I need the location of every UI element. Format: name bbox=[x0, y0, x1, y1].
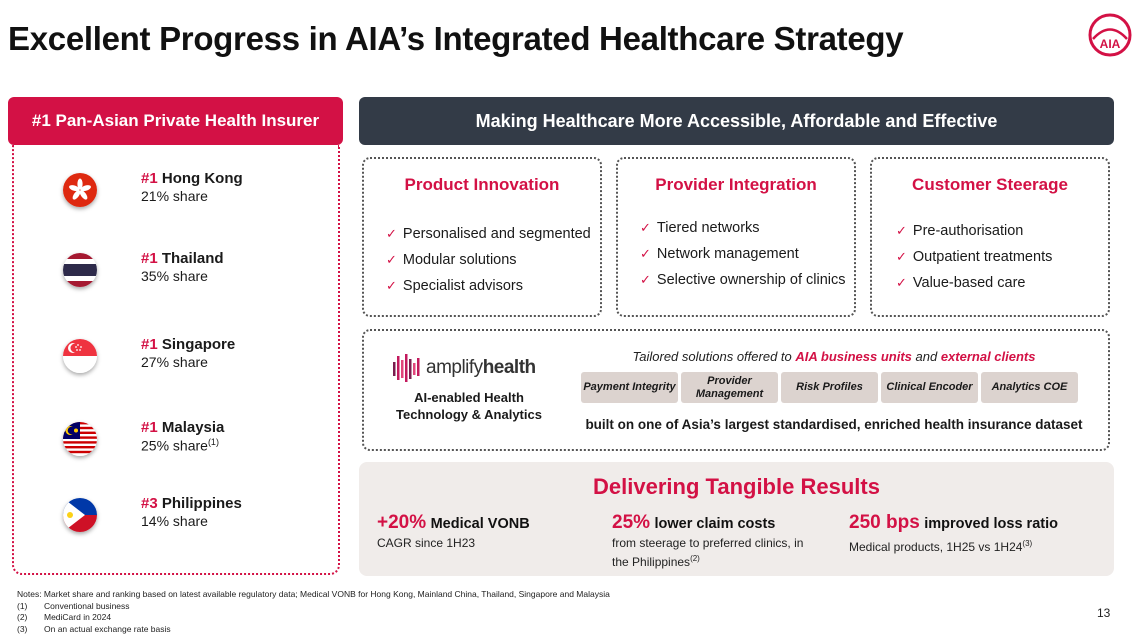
check-icon: ✓ bbox=[640, 246, 651, 261]
amplify-bars-icon bbox=[393, 354, 423, 382]
check-icon: ✓ bbox=[896, 249, 907, 264]
list-item: ✓ Tiered networks bbox=[640, 220, 760, 236]
check-icon: ✓ bbox=[386, 278, 397, 293]
check-icon: ✓ bbox=[386, 252, 397, 267]
hong-kong-flag-icon bbox=[63, 173, 97, 207]
market-share: 27% share bbox=[141, 354, 208, 370]
amplify-health-logo bbox=[393, 352, 573, 384]
list-item: ✓ Network management bbox=[640, 246, 799, 262]
result-loss-ratio bbox=[849, 512, 1099, 555]
tool-clinical-encoder: Clinical Encoder bbox=[881, 372, 978, 403]
market-share: 35% share bbox=[141, 268, 208, 284]
result-label: improved loss ratio bbox=[924, 516, 1058, 532]
list-item: ✓ Pre-authorisation bbox=[896, 223, 1024, 239]
list-item: ✓ Value-based care bbox=[896, 275, 1026, 291]
market-hong-kong bbox=[60, 170, 330, 214]
market-singapore bbox=[60, 336, 330, 380]
result-value: 25% bbox=[612, 512, 651, 533]
footnote-item: (2) MediCard in 2024 bbox=[17, 612, 112, 622]
malaysia-flag-icon bbox=[63, 422, 97, 456]
tool-analytics-coe: Analytics COE bbox=[981, 372, 1078, 403]
check-icon: ✓ bbox=[896, 275, 907, 290]
pillar-customer-steerage bbox=[870, 157, 1110, 317]
market-name: Hong Kong bbox=[161, 170, 243, 187]
list-item: ✓ Selective ownership of clinics bbox=[640, 272, 846, 288]
brand-amplify: amplify bbox=[426, 357, 483, 378]
result-sub: from steerage to preferred clinics, in the Philippines bbox=[612, 536, 804, 569]
tool-provider-management: Provider Management bbox=[681, 372, 778, 403]
result-sub: CAGR since 1H23 bbox=[377, 536, 476, 550]
footnote-ref: (3) bbox=[1022, 539, 1033, 548]
tool-risk-profiles: Risk Profiles bbox=[781, 372, 878, 403]
pillar-provider-integration bbox=[616, 157, 856, 317]
check-icon: ✓ bbox=[640, 272, 651, 287]
pillar-title: Product Innovation bbox=[404, 175, 560, 194]
check-icon: ✓ bbox=[896, 223, 907, 238]
list-item: ✓ Outpatient treatments bbox=[896, 249, 1053, 265]
svg-text:AIA: AIA bbox=[1099, 37, 1121, 51]
check-icon: ✓ bbox=[640, 220, 651, 235]
market-rank: #1 bbox=[141, 419, 158, 436]
result-value: 250 bps bbox=[849, 512, 920, 533]
tailored-solutions-text: Tailored solutions offered to AIA business units and external clients bbox=[632, 349, 1036, 364]
aia-logo bbox=[1087, 12, 1133, 58]
philippines-flag-icon bbox=[63, 498, 97, 532]
footnote-ref: (1) bbox=[207, 437, 219, 447]
right-panel-header: Making Healthcare More Accessible, Affordable and Effective bbox=[359, 97, 1114, 145]
result-label: lower claim costs bbox=[654, 516, 776, 532]
check-icon: ✓ bbox=[386, 226, 397, 241]
pillar-title: Customer Steerage bbox=[912, 175, 1068, 194]
result-medical-vonb bbox=[377, 512, 587, 551]
market-rank: #1 bbox=[141, 336, 158, 353]
tool-payment-integrity: Payment Integrity bbox=[581, 372, 678, 403]
market-rank: #1 bbox=[141, 170, 158, 187]
list-item: ✓ Personalised and segmented bbox=[386, 226, 591, 242]
result-value: +20% bbox=[377, 512, 427, 533]
market-share: 25% share bbox=[141, 437, 208, 454]
market-rank: #1 bbox=[141, 250, 158, 267]
result-claim-costs bbox=[612, 512, 812, 570]
list-item: ✓ Modular solutions bbox=[386, 252, 517, 268]
dataset-text: built on one of Asia’s largest standardised, enriched health insurance dataset bbox=[585, 417, 1083, 432]
market-name: Thailand bbox=[161, 250, 224, 267]
market-malaysia bbox=[60, 419, 330, 463]
footnote-ref: (2) bbox=[690, 554, 700, 563]
singapore-flag-icon bbox=[63, 339, 97, 373]
brand-health: health bbox=[482, 357, 536, 378]
result-label: Medical VONB bbox=[430, 516, 530, 532]
market-share: 21% share bbox=[141, 188, 208, 204]
thailand-flag-icon bbox=[63, 253, 97, 287]
market-share: 14% share bbox=[141, 513, 208, 529]
page-number: 13 bbox=[1097, 606, 1111, 620]
results-title: Delivering Tangible Results bbox=[593, 474, 880, 499]
amplify-subtitle: AI-enabled Health Technology & Analytics bbox=[396, 390, 542, 422]
market-thailand bbox=[60, 250, 330, 294]
footnotes bbox=[17, 589, 610, 635]
left-panel-header: #1 Pan-Asian Private Health Insurer bbox=[8, 97, 343, 145]
page-title: Excellent Progress in AIA’s Integrated Healthcare Strategy bbox=[8, 20, 904, 57]
list-item: ✓ Specialist advisors bbox=[386, 278, 523, 294]
market-philippines bbox=[60, 495, 330, 539]
footnote-item: (3) On an actual exchange rate basis bbox=[17, 623, 171, 634]
notes-main: Notes: Market share and ranking based on latest available regulatory data; Medical VONB for Hong Kong, Mainland China, Thailand, Singapore and Malaysia bbox=[17, 589, 610, 599]
market-name: Philippines bbox=[161, 495, 242, 512]
result-sub: Medical products, 1H25 vs 1H24 bbox=[849, 540, 1023, 554]
market-name: Singapore bbox=[161, 336, 236, 353]
market-name: Malaysia bbox=[161, 419, 225, 436]
market-rank: #3 bbox=[141, 495, 158, 512]
pillar-title: Provider Integration bbox=[655, 175, 817, 194]
footnote-item: (1) Conventional business bbox=[17, 600, 130, 611]
pillar-product-innovation bbox=[362, 157, 602, 317]
